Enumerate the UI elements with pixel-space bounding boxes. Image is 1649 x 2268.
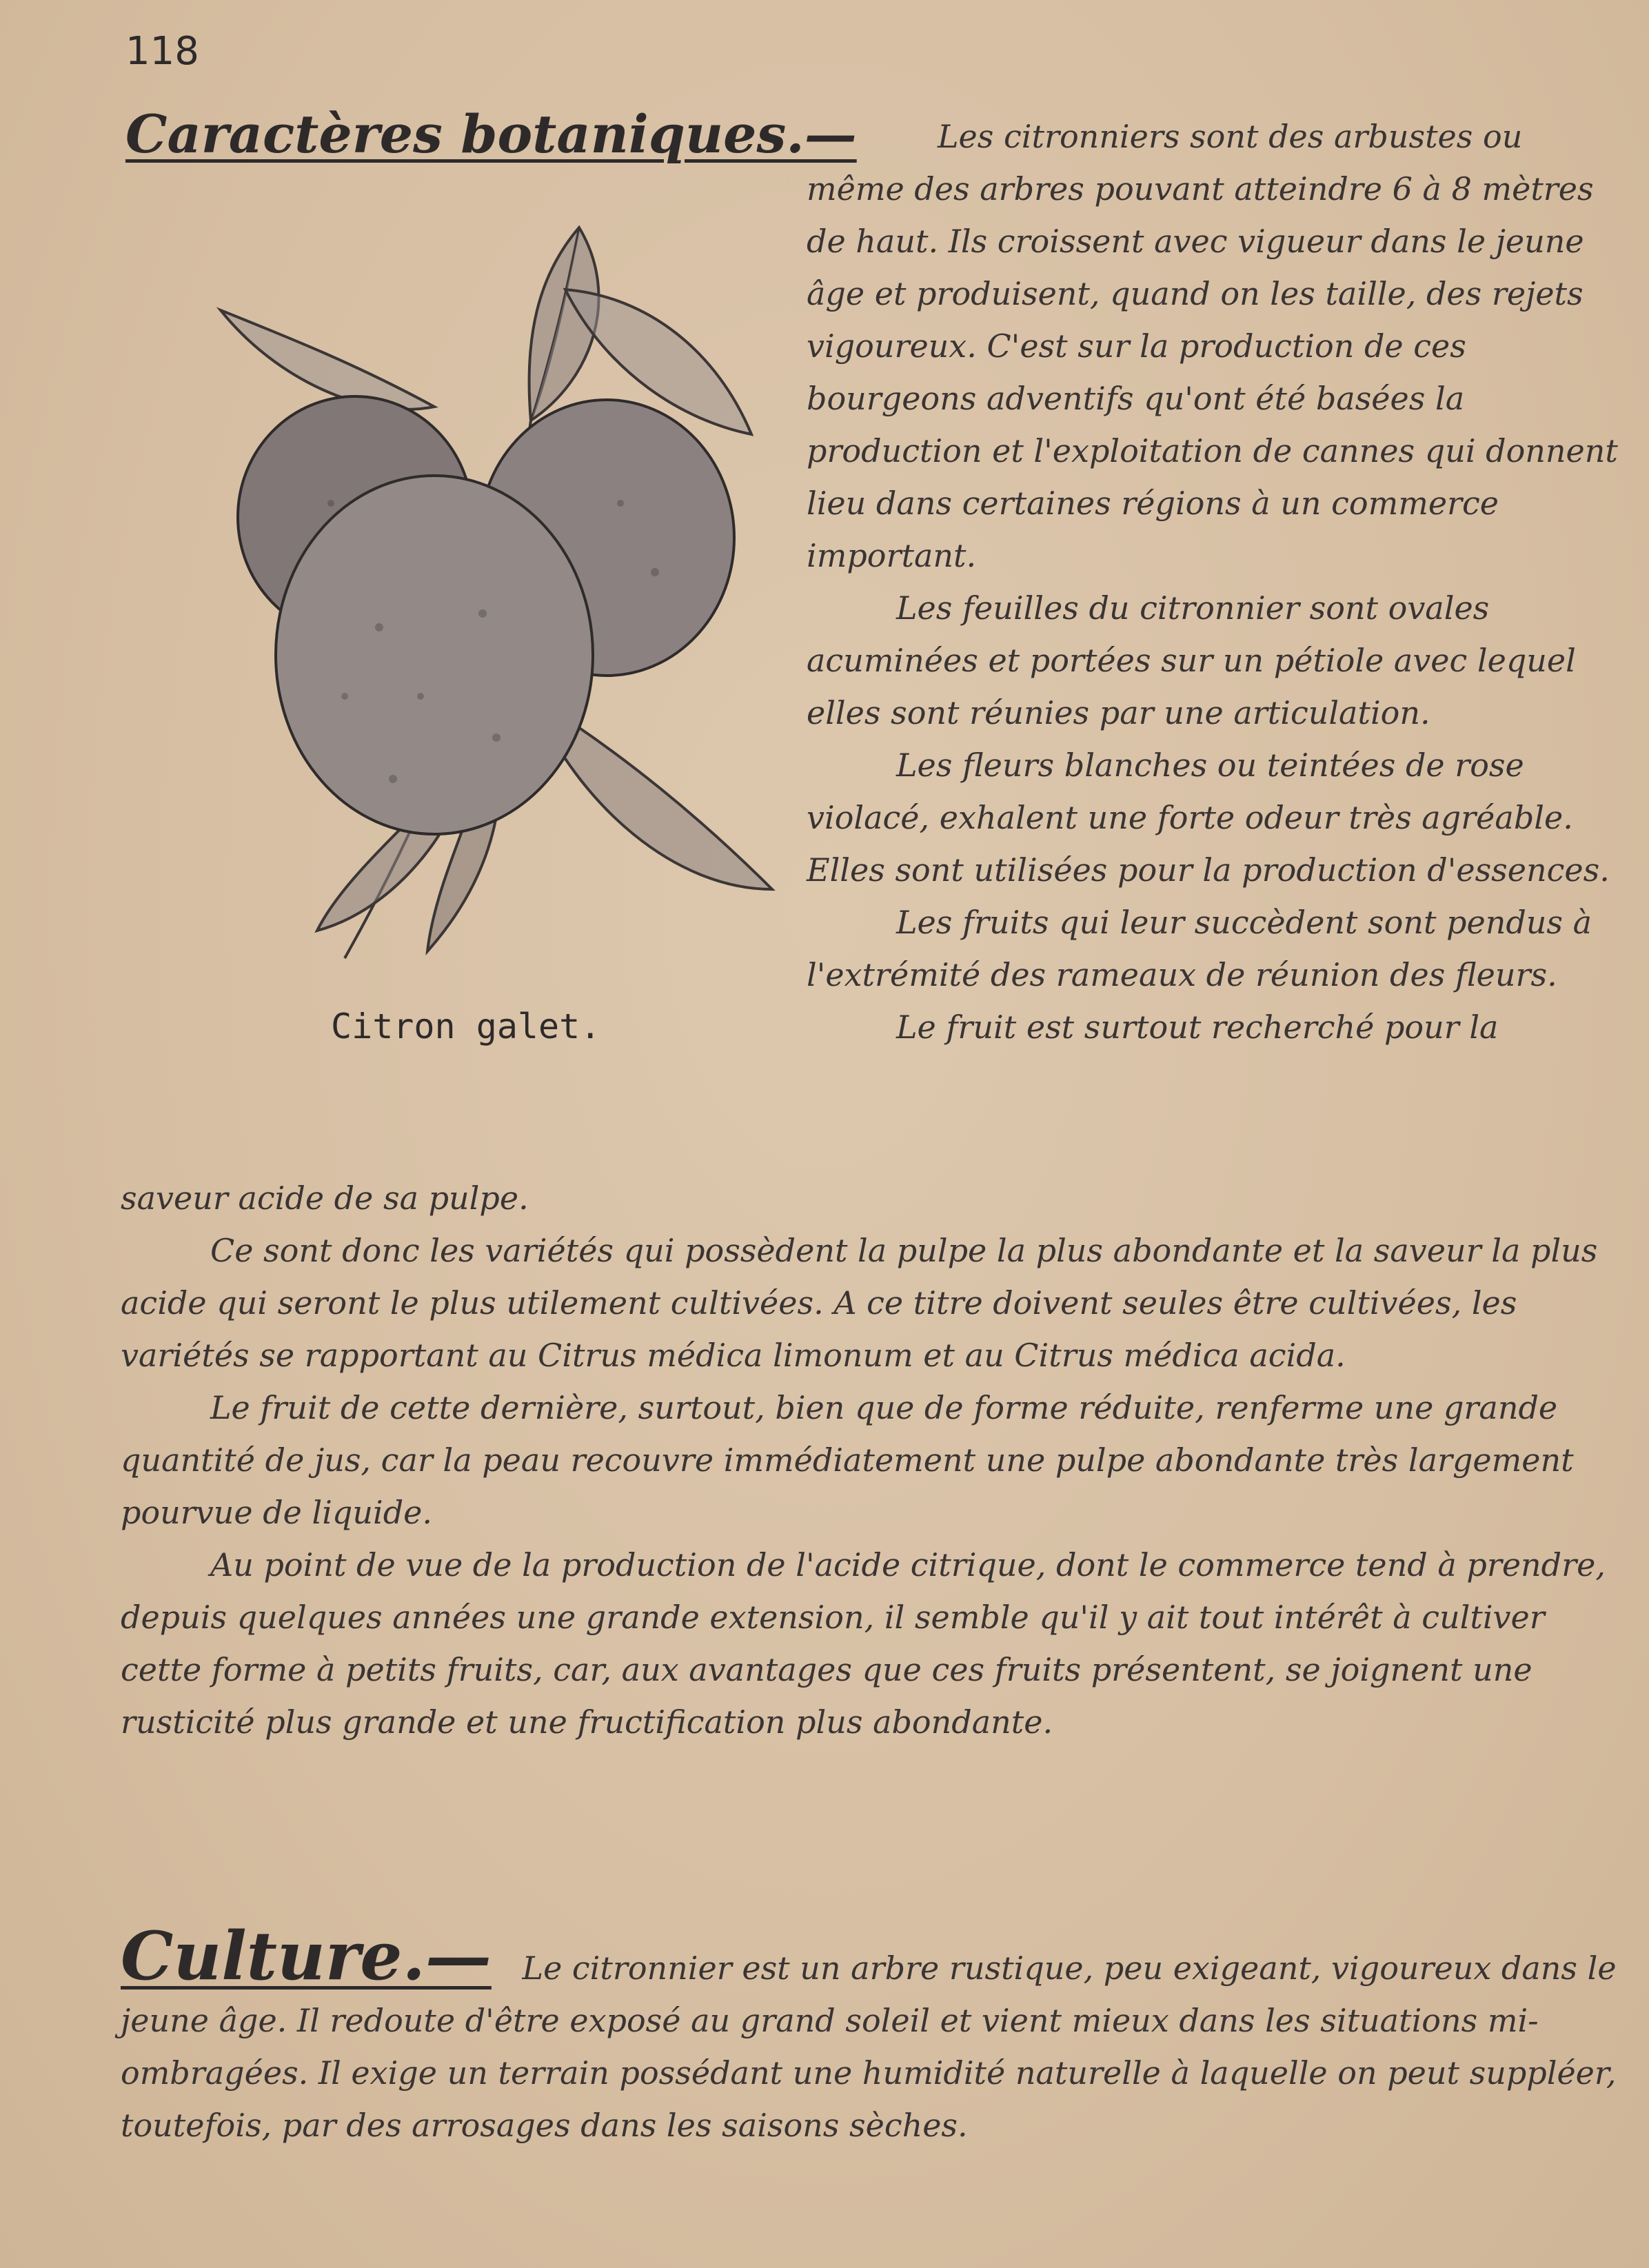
paragraph: Le fruit est surtout recherché pour la	[896, 1009, 1499, 1046]
paragraph: Les fruits qui leur succèdent sont pendus à l'extrémité des rameaux de réunion des fleurs.	[807, 904, 1592, 993]
botanical-column-text	[807, 110, 1627, 1053]
section-heading-culture: Culture.—	[121, 1917, 492, 1995]
paragraph: Le fruit de cette dernière, surtout, bien que de forme réduite, renferme une grande quantité de jus, car la peau recouvre immédiatement une pulpe abondante très largement pourvue de liquide.	[121, 1389, 1574, 1531]
paragraph: Les citronniers sont des arbustes ou même des arbres pouvant atteindre 6 à 8 mètres de haut. Ils croissent avec vigueur dans le jeune âge et produisent, quand on les taille, des rejets vigoureux. C'est sur la production de ces bourgeons adventifs qu'ont été basées la production et l'exploitation de cannes qui donnent lieu dans certaines régions à un commerce important.	[807, 118, 1618, 574]
paragraph: saveur acide de sa pulpe.	[121, 1179, 529, 1217]
lemon-branch-illustration	[207, 214, 786, 979]
paragraph: Les feuilles du citronnier sont ovales acuminées et portées sur un pétiole avec lequel elles sont réunies par une articulation.	[807, 589, 1576, 731]
botanical-full-text	[121, 1172, 1630, 1748]
section-heading-botanical: Caractères botaniques.—	[125, 103, 857, 165]
page-number: 118	[125, 29, 199, 74]
paragraph: Au point de vue de la production de l'acide citrique, dont le commerce tend à prendre, depuis quelques années une grande extension, il semble qu'il y ait tout intérêt à cultiver cette forme à petits fruits, car, aux avantages que ces fruits présentent, se joignent une rusticité plus grande et une fructification plus abondante.	[121, 1546, 1606, 1741]
culture-section	[121, 1917, 1630, 2151]
culture-text: Le citronnier est un arbre rustique, peu exigeant, vigoureux dans le jeune âge. Il redoute d'être exposé au grand soleil et vient mieux dans les situations mi-ombragées. Il exige un terrain possédant une humidité naturelle à laquelle on peut suppléer, toutefois, par des arrosages dans les saisons sèches.	[121, 1950, 1617, 2144]
figure-caption: Citron galet.	[331, 1006, 601, 1046]
paragraph: Les fleurs blanches ou teintées de rose violacé, exhalent une forte odeur très agréable. Elles sont utilisées pour la production d'essences.	[807, 747, 1610, 889]
paragraph: Ce sont donc les variétés qui possèdent la pulpe la plus abondante et la saveur la plus acide qui seront le plus utilement cultivées. A ce titre doivent seules être cultivées, les variétés se rapportant au Citrus médica limonum et au Citrus médica acida.	[121, 1232, 1598, 1374]
